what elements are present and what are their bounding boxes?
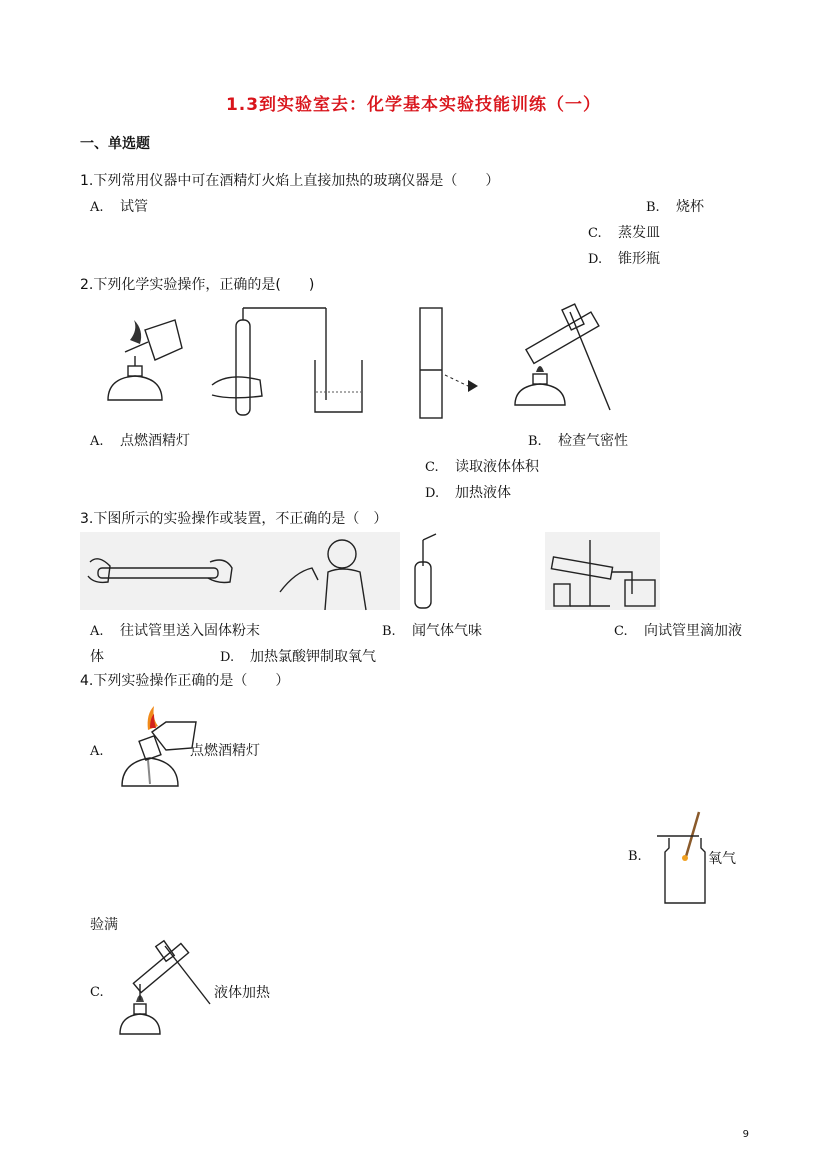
option-text: 读取液体体积 [455,459,539,475]
question-3-stem: 3.下图所示的实验操作或装置，不正确的是（ ） [80,511,388,527]
q3-option-a[interactable] [90,620,260,640]
option-text: 向试管里滴加液 [644,623,742,639]
q3-option-c[interactable] [614,620,742,640]
option-letter: B. [382,624,396,639]
option-letter: A. [90,200,104,215]
option-letter: B. [528,434,542,449]
question-4-stem: 4.下列实验操作正确的是（ ） [80,673,290,689]
q3-option-c-continued [90,646,104,666]
option-letter: D. [425,486,440,501]
option-text: 烧杯 [676,199,704,215]
question-2-stem: 2.下列化学实验操作，正确的是( ) [80,277,315,293]
option-letter: C. [588,226,602,241]
option-text: 氧气 [708,851,736,867]
q4-option-a[interactable] [90,740,260,760]
option-letter: C. [425,460,439,475]
option-text: 检查气密性 [558,433,628,449]
q4-option-b-text [708,848,736,868]
q4-option-b-continued [90,914,118,934]
powder-into-tube-figure [80,532,400,610]
option-text: 锥形瓶 [618,251,660,267]
option-text: 点燃酒精灯 [120,433,190,449]
option-letter: B. [646,200,660,215]
section-heading: 一、单选题 [80,136,150,152]
q3-option-b[interactable] [382,620,482,640]
q2-option-a[interactable] [90,430,190,450]
option-text: 加热液体 [455,485,511,501]
dropper-figure [415,534,436,608]
q4-option-c-text [214,982,270,1002]
q2-option-c[interactable] [425,456,539,476]
option-text: 往试管里送入固体粉末 [120,623,260,639]
q4c-heating-figure [110,940,220,1040]
option-text: 液体加热 [214,985,270,1001]
kclo3-apparatus-figure [545,532,660,610]
option-text: 体 [90,649,104,665]
option-letter: D. [220,650,235,665]
q4b-bottle-figure [655,808,715,908]
option-letter: B. [628,849,642,864]
lamp-lighting-figure [108,320,182,400]
question-1-stem: 1.下列常用仪器中可在酒精灯火焰上直接加热的玻璃仪器是（ ） [80,173,500,189]
q1-option-d[interactable] [588,248,660,268]
q4-option-c[interactable] [90,984,120,1000]
option-text: 蒸发皿 [618,225,660,241]
option-text: 闻气体气味 [412,623,482,639]
q3-option-d[interactable] [220,646,376,666]
option-text: 试管 [120,199,148,215]
cylinder-reading-figure [420,308,478,418]
page-title: 1.3到实验室去：化学基本实验技能训练（一） [225,95,602,115]
q4-option-b-letter[interactable] [628,848,658,864]
q1-option-c[interactable] [588,222,660,242]
q3-figures [80,532,670,614]
option-letter: D. [588,252,603,267]
option-letter: A. [90,434,104,449]
option-text: 点燃酒精灯 [190,743,260,759]
option-letter: C. [614,624,628,639]
q1-option-b[interactable] [646,196,704,216]
option-text: 验满 [90,917,118,933]
option-letter: A. [90,744,104,759]
q2-figures [100,300,680,425]
heating-tube-figure [515,304,610,410]
option-text: 加热氯酸钾制取氧气 [250,649,376,665]
q1-option-a[interactable] [90,196,148,216]
airtightness-figure [212,308,362,415]
q2-option-d[interactable] [425,482,511,502]
option-letter: A. [90,624,104,639]
option-letter: C. [90,985,104,1000]
q2-option-b[interactable] [528,430,628,450]
page-number: 9 [742,1129,749,1140]
